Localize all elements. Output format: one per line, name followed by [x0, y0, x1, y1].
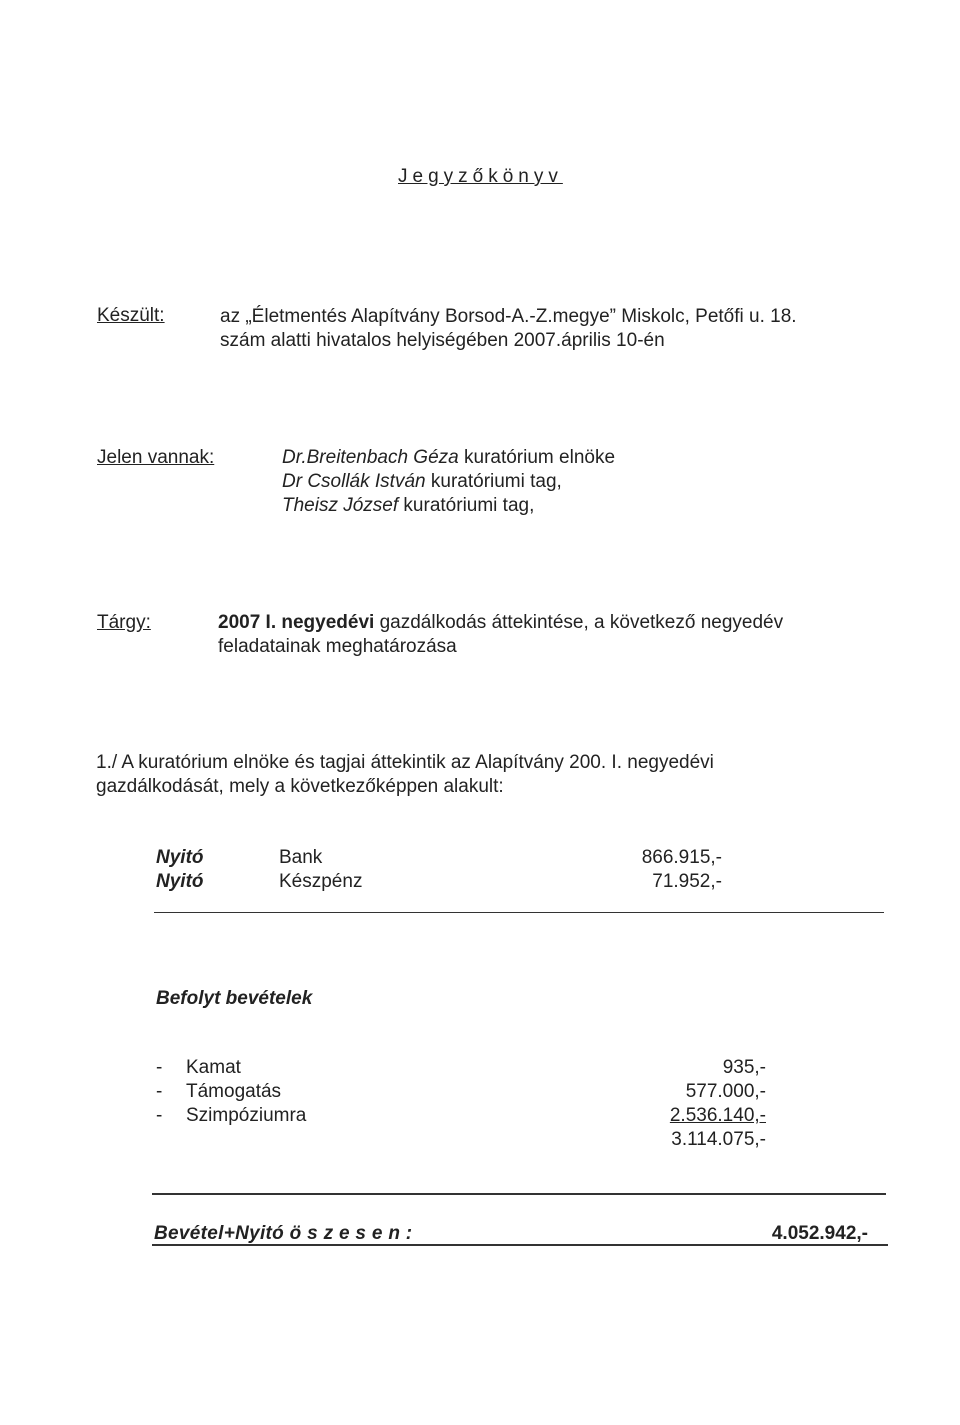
total-amount: 4.052.942,-	[771, 1223, 868, 1244]
income-subtotal: 3.114.075,-	[671, 1129, 766, 1150]
targy-bold: 2007 I. negyedévi	[218, 612, 375, 633]
income-dash-2: -	[156, 1081, 163, 1102]
nyito-name-1: Bank	[279, 847, 323, 868]
income-amount-1: 935,-	[722, 1057, 766, 1078]
attendee-role: kuratóriumi tag,	[398, 495, 535, 516]
income-name-1: Kamat	[186, 1057, 241, 1078]
targy-line-2: feladatainak meghatározása	[218, 636, 457, 657]
income-name-2: Támogatás	[186, 1081, 282, 1102]
attendee-3	[282, 494, 534, 517]
total-underline	[152, 1244, 888, 1246]
attendee-name: Dr.Breitenbach Géza	[282, 447, 459, 468]
income-name-3: Szimpóziumra	[186, 1105, 307, 1126]
nyito-name-2: Készpénz	[279, 871, 363, 892]
attendee-1	[282, 446, 615, 469]
income-dash-3: -	[156, 1105, 163, 1126]
nyito-amount-2: 71.952,-	[652, 871, 722, 892]
targy-rest: gazdálkodás áttekintése, a következő negyedév	[374, 612, 784, 633]
section1-line-1: 1./ A kuratórium elnöke és tagjai áttekintik az Alapítvány 200. I. negyedévi	[96, 752, 714, 773]
keszult-line-2: szám alatti hivatalos helyiségében 2007.április 10-én	[220, 330, 665, 351]
keszult-line-1: az „Életmentés Alapítvány Borsod-A.-Z.megye” Miskolc, Petőfi u. 18.	[220, 306, 797, 327]
befolyt-heading: Befolyt bevételek	[156, 988, 313, 1009]
income-dash-1: -	[156, 1057, 163, 1078]
income-amount-3: 2.536.140,-	[669, 1105, 766, 1126]
targy-label: Tárgy:	[97, 612, 151, 633]
jelen-label: Jelen vannak:	[97, 447, 215, 468]
keszult-label: Készült:	[97, 305, 165, 326]
attendee-name: Theisz József	[282, 495, 399, 516]
section1-line-2: gazdálkodását, mely a következőképpen alakult:	[96, 776, 504, 797]
nyito-amount-1: 866.915,-	[641, 847, 722, 868]
nyito-type-1: Nyitó	[156, 847, 204, 868]
attendee-role: kuratórium elnöke	[458, 447, 616, 468]
income-amount-2: 577.000,-	[685, 1081, 766, 1102]
divider-total	[152, 1193, 886, 1195]
nyito-type-2: Nyitó	[156, 871, 204, 892]
divider-nyito	[154, 912, 884, 913]
targy-line-1	[218, 611, 783, 634]
document-title: Jegyzőkönyv	[398, 166, 563, 187]
attendee-2	[282, 470, 562, 493]
total-label: Bevétel+Nyitó ö s z e s e n :	[154, 1223, 413, 1244]
attendee-name: Dr Csollák István	[282, 471, 426, 492]
attendee-role: kuratóriumi tag,	[425, 471, 562, 492]
